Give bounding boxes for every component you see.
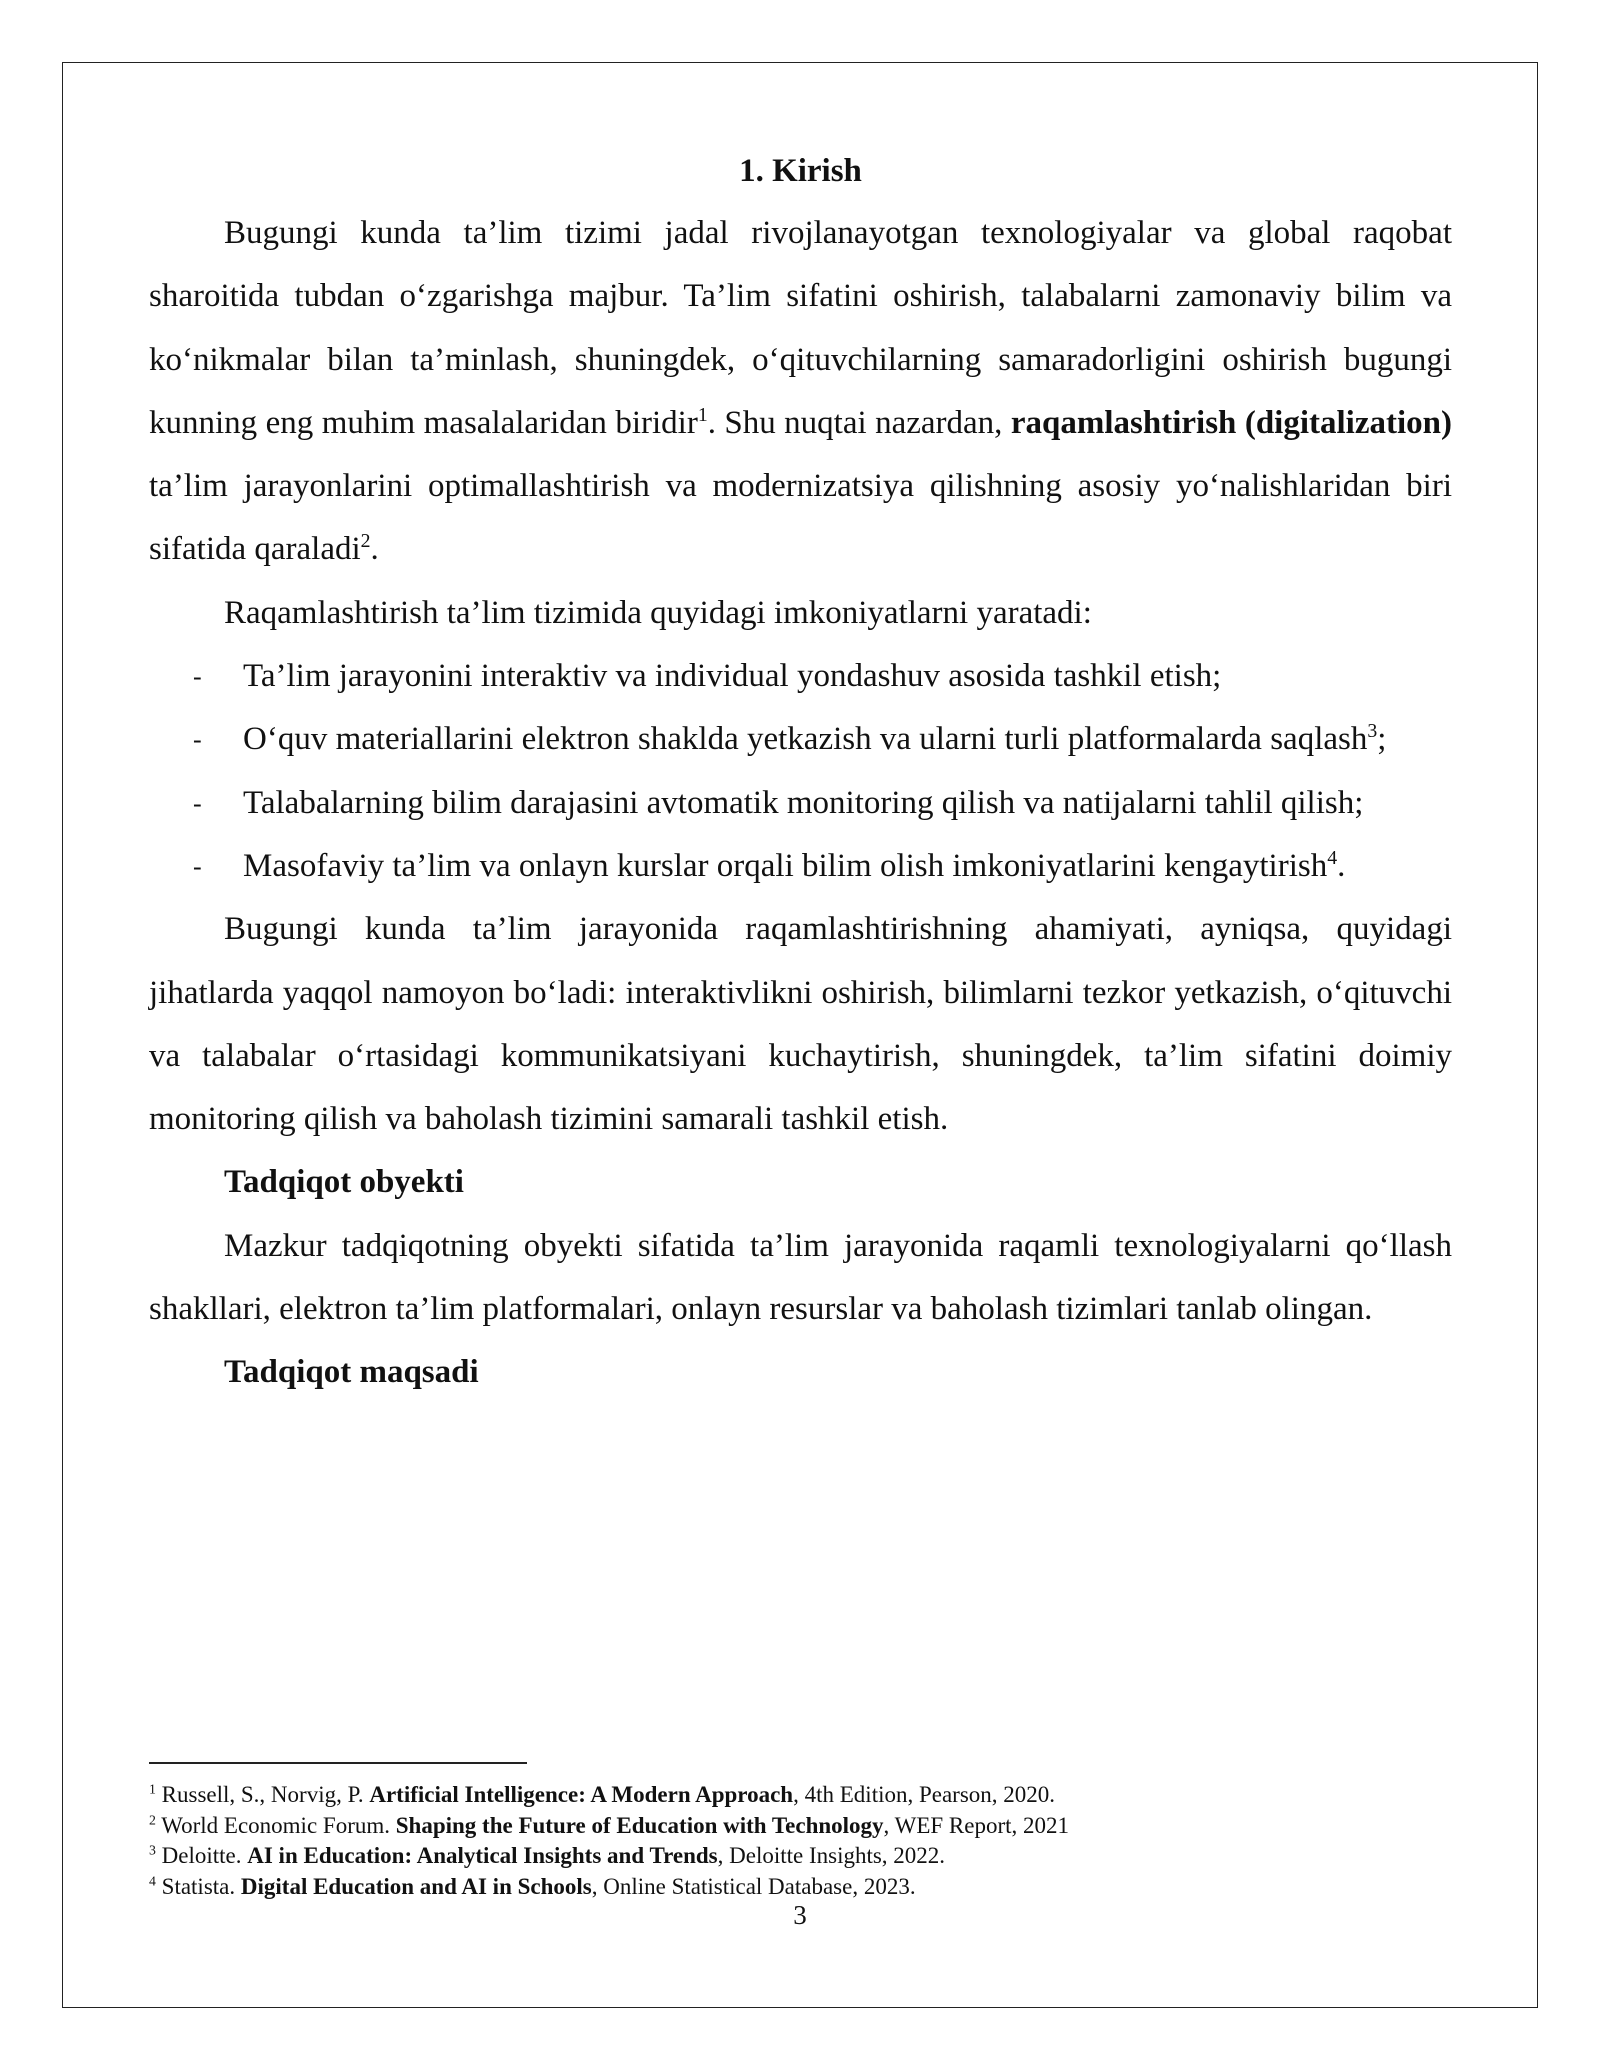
footnote-number: 2 bbox=[149, 1811, 156, 1827]
footnote-2 bbox=[149, 1811, 1452, 1842]
opportunities-list bbox=[149, 645, 1452, 898]
body-paragraph-3: Bugungi kunda ta’lim jarayonida raqamlashtirishning ahamiyati, ayniqsa, quyidagi jihatlarda yaqqol namoyon bo‘ladi: interaktivlikni oshirish, bilimlarni tezkor yetkazish, o‘qituvchi va talabalar o‘rtasidagi kommunikatsiyani kuchaytirish, shuningdek, ta’lim sifatini doimiy monitoring qilish va baholash tizimini samarali tashkil etish. bbox=[149, 911, 1452, 1138]
list-item-text: Talabalarning bilim darajasini avtomatik monitoring qilish va natijalarni tahlil qilish; bbox=[243, 784, 1364, 821]
footnote-title: Shaping the Future of Education with Technology bbox=[395, 1812, 884, 1838]
list-item-end: . bbox=[1337, 847, 1346, 884]
list-item-text: Masofaviy ta’lim va onlayn kurslar orqali bilim olish imkoniyatlarini kengaytirish bbox=[243, 847, 1328, 884]
object-heading: Tadqiqot obyekti bbox=[224, 1164, 464, 1201]
footnote-title: AI in Education: Analytical Insights and Trends bbox=[247, 1843, 718, 1868]
footnote-text: Statista. bbox=[155, 1873, 241, 1899]
footnote-ref-1[interactable]: 1 bbox=[697, 403, 708, 426]
page-number: 3 bbox=[793, 1900, 807, 1930]
aim-heading: Tadqiqot maqsadi bbox=[224, 1354, 479, 1391]
footnote-text: , Online Statistical Database, 2023. bbox=[591, 1873, 916, 1899]
list-item bbox=[149, 835, 1452, 898]
footnote-number: 3 bbox=[149, 1842, 156, 1858]
intro-p1-after: . Shu nuqtai nazardan, bbox=[707, 404, 1011, 441]
intro-p1-bold-term: raqamlashtirish (digitalization) bbox=[1010, 404, 1452, 441]
footnote-text: Russell, S., Norvig, P. bbox=[155, 1782, 370, 1807]
footnote-text: , WEF Report, 2021 bbox=[883, 1812, 1070, 1838]
footnote-number: 1 bbox=[149, 1781, 156, 1797]
footnote-separator bbox=[149, 1762, 527, 1764]
section-title: 1. Kirish bbox=[739, 153, 862, 189]
list-dash: - bbox=[193, 851, 202, 881]
intro-p1-rest: ta’lim jarayonlarini optimallashtirish va modernizatsiya qilishning asosiy yo‘nalishlaridan biri sifatida qaraladi bbox=[149, 468, 1452, 568]
list-dash: - bbox=[193, 725, 202, 755]
list-dash: - bbox=[193, 662, 202, 692]
intro-p1-end: . bbox=[370, 531, 379, 568]
list-item bbox=[149, 772, 1452, 835]
footnote-text: Deloitte. bbox=[155, 1843, 248, 1868]
footnote-title: Digital Education and AI in Schools bbox=[240, 1873, 592, 1899]
footnote-ref-2[interactable]: 2 bbox=[360, 530, 371, 553]
footnote-title: Artificial Intelligence: A Modern Approach bbox=[369, 1782, 794, 1807]
footnotes bbox=[149, 1780, 1452, 1902]
page-content bbox=[149, 140, 1452, 1405]
list-item-text: Ta’lim jarayonini interaktiv va individual yondashuv asosida tashkil etish; bbox=[243, 658, 1222, 695]
list-item bbox=[149, 708, 1452, 771]
list-dash: - bbox=[193, 788, 202, 818]
intro-paragraph-1 bbox=[149, 202, 1452, 582]
list-item-end: ; bbox=[1377, 721, 1387, 758]
footnote-text: , Deloitte Insights, 2022. bbox=[717, 1843, 946, 1868]
object-paragraph: Mazkur tadqiqotning obyekti sifatida ta’lim jarayonida raqamli texnologiyalarni qo‘llash shakllari, elektron ta’lim platformalari, onlayn resurslar va baholash tizimlari tanlab olingan. bbox=[149, 1227, 1452, 1328]
list-item-text: O‘quv materiallarini elektron shaklda yetkazish va ularni turli platformalarda saqlash bbox=[243, 721, 1368, 758]
intro-p1-text: Bugungi kunda ta’lim tizimi jadal rivojlanayotgan texnologiyalar va global raqobat sharoitida tubdan o‘zgarishga majbur. Ta’lim sifatini oshirish, talabalarni zamonaviy bilim va ko‘nikmalar bilan ta’minlash, shuningdek, o‘qituvchilarning samaradorligini oshirish bugungi kunning eng muhim masalalaridan biridir bbox=[149, 215, 1452, 441]
footnote-ref-3[interactable]: 3 bbox=[1367, 720, 1378, 743]
intro-paragraph-2: Raqamlashtirish ta’lim tizimida quyidagi imkoniyatlarni yaratadi: bbox=[224, 594, 1092, 631]
footnote-3 bbox=[149, 1841, 1452, 1872]
footnote-1 bbox=[149, 1780, 1452, 1811]
list-item bbox=[149, 645, 1452, 708]
footnote-text: , 4th Edition, Pearson, 2020. bbox=[793, 1782, 1056, 1807]
footnote-number: 4 bbox=[149, 1872, 156, 1888]
footnote-text: World Economic Forum. bbox=[155, 1812, 396, 1838]
footnote-ref-4[interactable]: 4 bbox=[1327, 846, 1338, 869]
